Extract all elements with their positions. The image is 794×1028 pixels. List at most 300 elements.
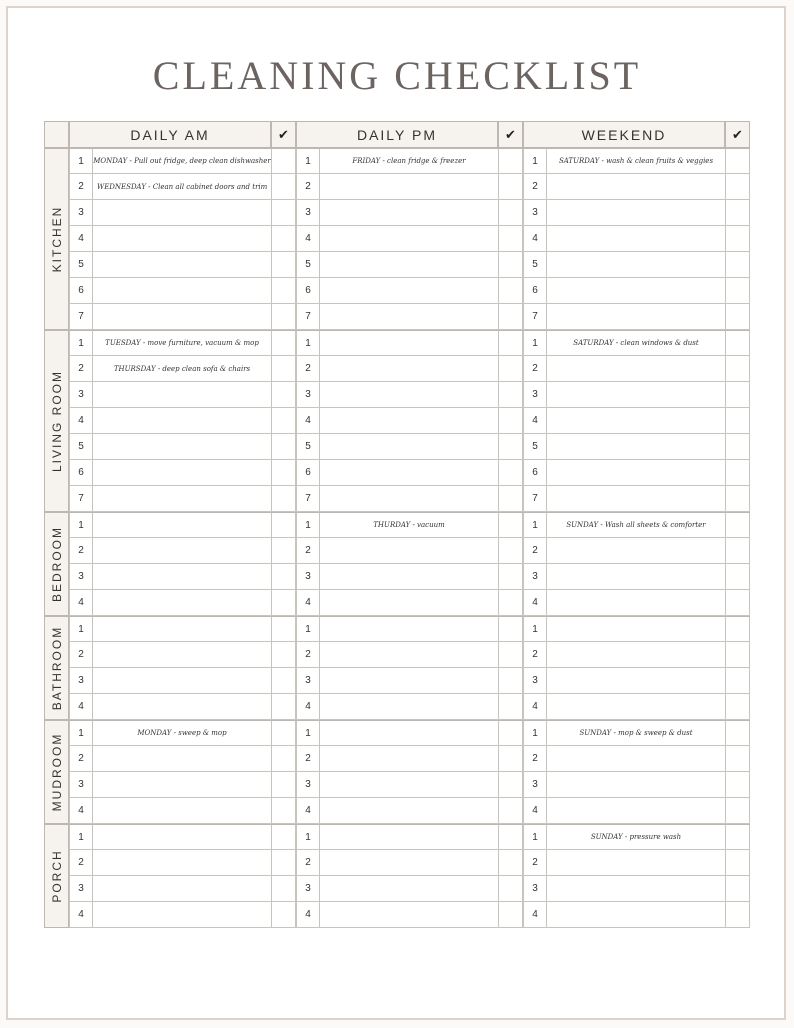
task-cell[interactable] <box>547 902 725 927</box>
table-row <box>69 772 296 798</box>
checkbox-cell[interactable] <box>271 642 296 667</box>
task-cell[interactable] <box>93 746 271 771</box>
section-label-text: PORCH <box>49 849 64 903</box>
checkbox-cell[interactable] <box>725 252 750 277</box>
table-row <box>69 304 296 330</box>
checkbox-cell[interactable] <box>498 825 523 849</box>
task-cell[interactable] <box>320 382 498 407</box>
table-row <box>523 486 750 512</box>
row-number: 1 <box>523 721 547 745</box>
checkbox-cell[interactable] <box>725 226 750 251</box>
task-cell[interactable] <box>320 331 498 355</box>
row-number: 1 <box>69 825 93 849</box>
task-cell[interactable] <box>320 642 498 667</box>
row-number: 3 <box>523 772 547 797</box>
checkbox-cell[interactable] <box>498 902 523 927</box>
table-row <box>296 382 523 408</box>
task-cell[interactable]: SUNDAY - Wash all sheets & comforter <box>566 521 706 529</box>
table-row <box>69 356 296 382</box>
task-cell[interactable] <box>547 200 725 225</box>
checkbox-cell[interactable] <box>271 304 296 329</box>
checkbox-cell[interactable] <box>725 278 750 303</box>
row-number: 5 <box>296 252 320 277</box>
task-cell[interactable] <box>93 825 271 849</box>
task-cell[interactable]: THURSDAY - deep clean sofa & chairs <box>113 364 251 373</box>
checkbox-cell[interactable] <box>725 668 750 693</box>
row-number: 1 <box>296 721 320 745</box>
checkbox-cell[interactable] <box>725 434 750 459</box>
table-row <box>69 148 296 174</box>
task-cell[interactable] <box>93 902 271 927</box>
table-row <box>296 642 523 668</box>
checkbox-cell[interactable] <box>498 513 523 537</box>
task-cell[interactable] <box>320 356 498 381</box>
checkbox-cell[interactable] <box>271 252 296 277</box>
task-cell[interactable] <box>547 694 725 719</box>
checkbox-cell[interactable] <box>271 617 296 641</box>
row-number: 4 <box>296 902 320 927</box>
table-row <box>69 382 296 408</box>
checkbox-cell[interactable] <box>498 149 523 173</box>
section-label-text: MUDROOM <box>49 732 64 812</box>
row-number: 3 <box>523 876 547 901</box>
row-number: 2 <box>523 746 547 771</box>
checkbox-cell[interactable] <box>725 721 750 745</box>
task-cell[interactable] <box>547 772 725 797</box>
task-cell[interactable] <box>320 252 498 277</box>
task-cell[interactable] <box>547 486 725 511</box>
table-row <box>523 434 750 460</box>
task-cell[interactable] <box>547 226 725 251</box>
table-row <box>523 148 750 174</box>
table-row <box>296 746 523 772</box>
task-cell[interactable] <box>320 408 498 433</box>
task-cell[interactable] <box>93 513 271 537</box>
table-row <box>69 460 296 486</box>
table-row <box>296 252 523 278</box>
row-number: 2 <box>523 642 547 667</box>
table-row <box>296 304 523 330</box>
section-label-porch <box>44 824 69 928</box>
checkbox-cell[interactable] <box>271 590 296 615</box>
checkbox-cell[interactable] <box>725 486 750 511</box>
row-number: 5 <box>69 434 93 459</box>
table-row <box>69 720 296 746</box>
row-number: 3 <box>69 876 93 901</box>
checkbox-cell[interactable] <box>725 408 750 433</box>
checkbox-cell[interactable] <box>271 408 296 433</box>
checkbox-cell[interactable] <box>725 694 750 719</box>
task-cell[interactable] <box>320 590 498 615</box>
task-cell[interactable] <box>547 564 725 589</box>
table-row <box>296 460 523 486</box>
task-cell[interactable] <box>547 382 725 407</box>
checkbox-cell[interactable] <box>498 564 523 589</box>
row-number: 7 <box>69 304 93 329</box>
task-cell[interactable] <box>320 617 498 641</box>
row-number: 1 <box>523 331 547 355</box>
checkbox-cell[interactable] <box>498 200 523 225</box>
task-cell[interactable] <box>93 434 271 459</box>
section-label-mudroom <box>44 720 69 824</box>
table-row <box>296 174 523 200</box>
checkbox-cell[interactable] <box>271 149 296 173</box>
task-cell[interactable] <box>320 668 498 693</box>
row-number: 6 <box>296 278 320 303</box>
task-cell[interactable] <box>547 642 725 667</box>
checkbox-cell[interactable] <box>498 642 523 667</box>
header-daily-am-check: ✔ <box>271 121 296 148</box>
table-row <box>69 538 296 564</box>
table-row <box>69 694 296 720</box>
checkbox-cell[interactable] <box>725 642 750 667</box>
task-cell[interactable] <box>320 746 498 771</box>
checkbox-cell[interactable] <box>271 538 296 563</box>
checkbox-cell[interactable] <box>271 200 296 225</box>
task-cell[interactable]: SUNDAY - mop & sweep & dust <box>579 729 693 737</box>
checkbox-cell[interactable] <box>271 902 296 927</box>
checkbox-cell[interactable] <box>271 772 296 797</box>
checkbox-cell[interactable] <box>498 538 523 563</box>
table-row <box>296 590 523 616</box>
row-number: 3 <box>69 200 93 225</box>
row-number: 4 <box>69 798 93 823</box>
checkbox-cell[interactable] <box>271 486 296 511</box>
row-number: 1 <box>296 825 320 849</box>
checkbox-cell[interactable] <box>271 825 296 849</box>
task-cell[interactable] <box>547 460 725 485</box>
checkbox-cell[interactable] <box>498 668 523 693</box>
task-cell[interactable] <box>547 617 725 641</box>
row-number: 1 <box>296 331 320 355</box>
header-corner <box>44 121 69 148</box>
checkbox-cell[interactable] <box>725 174 750 199</box>
task-cell[interactable] <box>320 538 498 563</box>
checkbox-cell[interactable] <box>271 798 296 823</box>
task-cell[interactable] <box>547 668 725 693</box>
checkbox-cell[interactable] <box>725 149 750 173</box>
task-cell[interactable] <box>320 850 498 875</box>
checkbox-cell[interactable] <box>271 174 296 199</box>
task-cell[interactable] <box>547 356 725 381</box>
table-row <box>69 174 296 200</box>
checkbox-cell[interactable] <box>498 356 523 381</box>
row-number: 4 <box>523 226 547 251</box>
checkbox-cell[interactable] <box>498 721 523 745</box>
task-cell[interactable] <box>547 798 725 823</box>
row-number: 3 <box>523 200 547 225</box>
row-number: 2 <box>69 174 93 199</box>
row-number: 4 <box>69 694 93 719</box>
row-number: 2 <box>69 642 93 667</box>
task-cell[interactable] <box>320 200 498 225</box>
task-cell[interactable] <box>93 278 271 303</box>
row-number: 3 <box>523 564 547 589</box>
task-cell[interactable] <box>320 226 498 251</box>
table-row <box>69 200 296 226</box>
table-row <box>523 460 750 486</box>
task-cell[interactable] <box>93 460 271 485</box>
checkbox-cell[interactable] <box>725 460 750 485</box>
task-cell[interactable] <box>320 304 498 329</box>
checkbox-cell[interactable] <box>271 876 296 901</box>
table-row <box>523 798 750 824</box>
task-cell[interactable] <box>320 876 498 901</box>
row-number: 2 <box>296 174 320 199</box>
table-row <box>69 824 296 850</box>
row-number: 2 <box>69 356 93 381</box>
checkbox-cell[interactable] <box>725 200 750 225</box>
checkbox-cell[interactable] <box>498 382 523 407</box>
task-cell[interactable] <box>547 174 725 199</box>
task-cell[interactable] <box>93 252 271 277</box>
checkbox-cell[interactable] <box>271 356 296 381</box>
task-cell[interactable] <box>93 564 271 589</box>
row-number: 3 <box>296 200 320 225</box>
row-number: 4 <box>69 902 93 927</box>
table-row <box>296 330 523 356</box>
task-cell[interactable]: SATURDAY - wash & clean fruits & veggies <box>558 157 714 165</box>
section-label-text: KITCHEN <box>49 205 64 273</box>
task-cell[interactable] <box>93 642 271 667</box>
row-number: 4 <box>69 226 93 251</box>
task-cell[interactable] <box>93 382 271 407</box>
task-cell[interactable] <box>547 304 725 329</box>
checkbox-cell[interactable] <box>498 876 523 901</box>
task-cell[interactable] <box>547 434 725 459</box>
checkbox-cell[interactable] <box>498 694 523 719</box>
table-row <box>296 278 523 304</box>
table-row <box>296 720 523 746</box>
checkbox-cell[interactable] <box>725 304 750 329</box>
checkbox-cell[interactable] <box>498 772 523 797</box>
task-cell[interactable] <box>93 876 271 901</box>
table-row <box>69 876 296 902</box>
checkbox-cell[interactable] <box>498 850 523 875</box>
task-cell[interactable] <box>320 798 498 823</box>
table-row <box>523 538 750 564</box>
checkbox-cell[interactable] <box>498 408 523 433</box>
row-number: 2 <box>523 538 547 563</box>
checkbox-cell[interactable] <box>725 772 750 797</box>
table-row <box>523 590 750 616</box>
task-cell[interactable]: SUNDAY - pressure wash <box>590 833 682 841</box>
row-number: 4 <box>523 694 547 719</box>
row-number: 6 <box>523 460 547 485</box>
checkbox-cell[interactable] <box>498 486 523 511</box>
checkbox-cell[interactable] <box>271 226 296 251</box>
task-cell[interactable]: FRIDAY - clean fridge & freezer <box>352 157 466 165</box>
header-daily-pm: DAILY PM <box>296 121 498 148</box>
checkbox-cell[interactable] <box>725 538 750 563</box>
checkbox-cell[interactable] <box>725 356 750 381</box>
table-row <box>523 564 750 590</box>
table-row <box>523 512 750 538</box>
task-cell[interactable] <box>320 772 498 797</box>
task-cell[interactable] <box>547 408 725 433</box>
checkbox-cell[interactable] <box>725 825 750 849</box>
row-number: 4 <box>523 408 547 433</box>
checkbox-cell[interactable] <box>271 746 296 771</box>
task-cell[interactable] <box>320 825 498 849</box>
task-cell[interactable] <box>547 876 725 901</box>
task-cell[interactable] <box>93 798 271 823</box>
task-cell[interactable] <box>93 408 271 433</box>
checkbox-cell[interactable] <box>498 174 523 199</box>
row-number: 1 <box>296 513 320 537</box>
checkbox-cell[interactable] <box>725 902 750 927</box>
row-number: 2 <box>296 538 320 563</box>
table-row <box>523 252 750 278</box>
row-number: 2 <box>69 538 93 563</box>
checkbox-cell[interactable] <box>725 798 750 823</box>
table-row <box>523 356 750 382</box>
task-cell[interactable]: WEDNESDAY - Clean all cabinet doors and trim <box>97 182 268 191</box>
table-row <box>296 148 523 174</box>
task-cell[interactable]: MONDAY - Pull out fridge, deep clean dishwasher <box>93 157 271 165</box>
row-number: 2 <box>523 174 547 199</box>
table-row <box>296 356 523 382</box>
task-cell[interactable] <box>93 590 271 615</box>
row-number: 3 <box>296 382 320 407</box>
row-number: 7 <box>523 486 547 511</box>
row-number: 1 <box>69 149 93 173</box>
row-number: 1 <box>69 617 93 641</box>
checkbox-cell[interactable] <box>498 460 523 485</box>
task-cell[interactable] <box>547 746 725 771</box>
row-number: 4 <box>296 408 320 433</box>
checkbox-cell[interactable] <box>498 252 523 277</box>
task-cell[interactable] <box>93 694 271 719</box>
table-row <box>523 720 750 746</box>
table-row <box>523 304 750 330</box>
checkbox-cell[interactable] <box>498 746 523 771</box>
table-row <box>69 278 296 304</box>
table-row <box>523 382 750 408</box>
checkbox-cell[interactable] <box>271 694 296 719</box>
task-cell[interactable] <box>320 434 498 459</box>
task-cell[interactable] <box>547 590 725 615</box>
checkbox-cell[interactable] <box>498 278 523 303</box>
task-cell[interactable] <box>320 694 498 719</box>
checkbox-cell[interactable] <box>498 331 523 355</box>
checkbox-cell[interactable] <box>725 331 750 355</box>
task-cell[interactable] <box>93 304 271 329</box>
checkbox-cell[interactable] <box>725 617 750 641</box>
task-cell[interactable]: TUESDAY - move furniture, vacuum & mop <box>105 339 259 347</box>
checkbox-cell[interactable] <box>271 564 296 589</box>
task-cell[interactable] <box>93 617 271 641</box>
table-row <box>296 226 523 252</box>
row-number: 3 <box>69 382 93 407</box>
task-cell[interactable] <box>93 850 271 875</box>
task-cell[interactable]: MONDAY - sweep & mop <box>137 729 227 737</box>
task-cell[interactable] <box>320 902 498 927</box>
task-cell[interactable]: THURDAY - vacuum <box>373 521 445 529</box>
row-number: 1 <box>296 617 320 641</box>
checkbox-cell[interactable] <box>271 460 296 485</box>
task-cell[interactable] <box>93 226 271 251</box>
checkbox-cell[interactable] <box>725 746 750 771</box>
task-cell[interactable] <box>547 538 725 563</box>
table-row <box>296 694 523 720</box>
row-number: 2 <box>296 356 320 381</box>
row-number: 7 <box>296 304 320 329</box>
header-weekend-check: ✔ <box>725 121 750 148</box>
row-number: 2 <box>69 746 93 771</box>
task-cell[interactable] <box>93 486 271 511</box>
task-cell[interactable] <box>93 772 271 797</box>
table-row <box>296 668 523 694</box>
task-cell[interactable] <box>547 278 725 303</box>
checkbox-cell[interactable] <box>498 434 523 459</box>
task-cell[interactable] <box>320 460 498 485</box>
checkbox-cell[interactable] <box>271 278 296 303</box>
section-label-kitchen <box>44 148 69 330</box>
row-number: 3 <box>296 668 320 693</box>
row-number: 4 <box>523 798 547 823</box>
section-label-living-room <box>44 330 69 512</box>
table-row <box>69 902 296 928</box>
task-cell[interactable] <box>320 174 498 199</box>
row-number: 4 <box>69 408 93 433</box>
checkbox-cell[interactable] <box>271 721 296 745</box>
checkbox-cell[interactable] <box>498 617 523 641</box>
checkbox-cell[interactable] <box>498 304 523 329</box>
row-number: 6 <box>69 460 93 485</box>
task-cell[interactable] <box>93 538 271 563</box>
checkbox-cell[interactable] <box>498 226 523 251</box>
task-cell[interactable] <box>320 721 498 745</box>
task-cell[interactable] <box>93 668 271 693</box>
checkbox-cell[interactable] <box>271 850 296 875</box>
header-daily-am: DAILY AM <box>69 121 271 148</box>
checkbox-cell[interactable] <box>725 876 750 901</box>
table-row <box>523 824 750 850</box>
table-row <box>69 434 296 460</box>
checkbox-cell[interactable] <box>725 850 750 875</box>
table-row <box>69 252 296 278</box>
checkbox-cell[interactable] <box>498 798 523 823</box>
section-label-text: LIVING ROOM <box>49 369 64 473</box>
checkbox-cell[interactable] <box>725 564 750 589</box>
task-cell[interactable] <box>93 200 271 225</box>
checkbox-cell[interactable] <box>271 434 296 459</box>
checkbox-cell[interactable] <box>271 331 296 355</box>
task-cell[interactable] <box>547 252 725 277</box>
row-number: 5 <box>296 434 320 459</box>
checkbox-cell[interactable] <box>271 668 296 693</box>
checkbox-cell[interactable] <box>498 590 523 615</box>
table-row <box>69 746 296 772</box>
task-cell[interactable] <box>320 278 498 303</box>
checkbox-cell[interactable] <box>271 382 296 407</box>
checkbox-cell[interactable] <box>725 513 750 537</box>
row-number: 1 <box>69 513 93 537</box>
table-row <box>296 824 523 850</box>
task-cell[interactable] <box>547 850 725 875</box>
checkbox-cell[interactable] <box>271 513 296 537</box>
table-row <box>523 902 750 928</box>
task-cell[interactable] <box>320 564 498 589</box>
row-number: 1 <box>523 825 547 849</box>
task-cell[interactable] <box>320 486 498 511</box>
checkbox-cell[interactable] <box>725 382 750 407</box>
table-row <box>523 876 750 902</box>
table-row <box>523 330 750 356</box>
checkbox-cell[interactable] <box>725 590 750 615</box>
task-cell[interactable]: SATURDAY - clean windows & dust <box>573 339 699 347</box>
